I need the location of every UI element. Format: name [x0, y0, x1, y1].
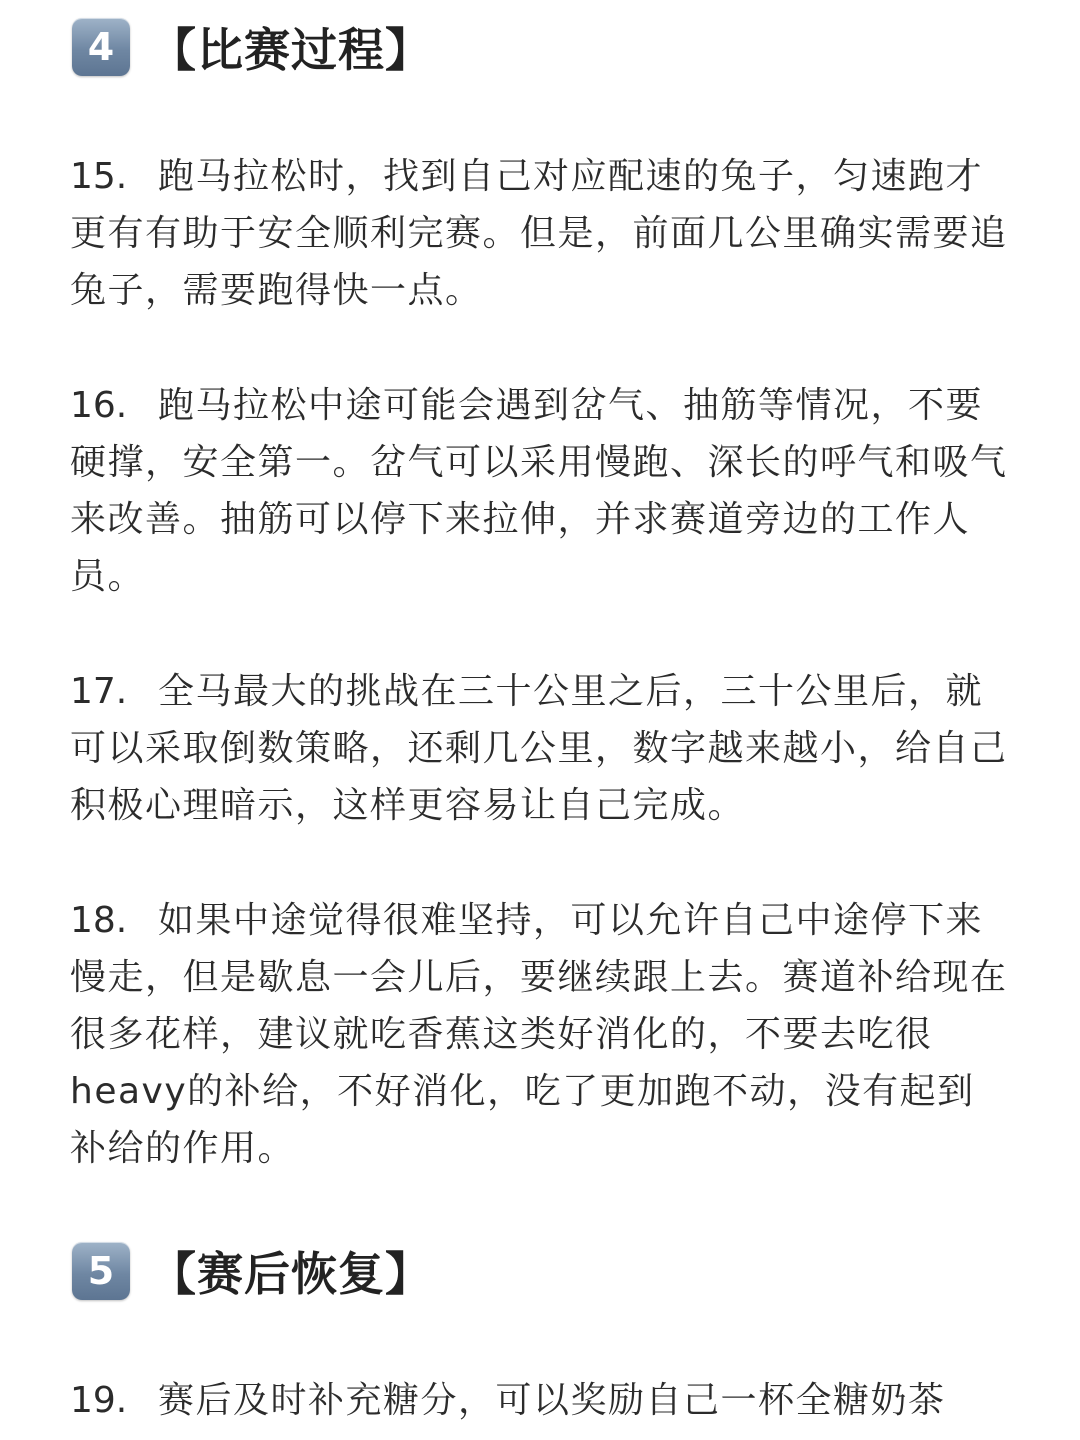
item-number: 18.	[70, 900, 128, 941]
item-number: 17.	[70, 671, 128, 712]
item-text: 全马最大的挑战在三十公里之后，三十公里后，就可以采取倒数策略，还剩几公里，数字越来越小，给自己积极心理暗示，这样更容易让自己完成。	[70, 671, 1008, 826]
section-title: 【赛后恢复】	[150, 1247, 432, 1301]
section-heading-race-process	[72, 16, 432, 78]
list-item-19	[70, 1372, 1010, 1429]
item-number: 16.	[70, 385, 128, 426]
keycap-4-icon: 4	[72, 18, 130, 76]
item-number: 15.	[70, 156, 128, 197]
item-number: 19.	[70, 1380, 128, 1421]
list-item-16	[70, 377, 1010, 605]
list-item-17	[70, 663, 1010, 834]
item-text: 跑马拉松中途可能会遇到岔气、抽筋等情况，不要硬撑，安全第一。岔气可以采用慢跑、深长的呼气和吸气来改善。抽筋可以停下来拉伸，并求赛道旁边的工作人员。	[70, 385, 1008, 597]
list-item-18	[70, 892, 1010, 1177]
list-item-15	[70, 148, 1010, 319]
item-text: 赛后及时补充糖分，可以奖励自己一杯全糖奶茶	[158, 1380, 946, 1421]
section-title: 【比赛过程】	[150, 23, 432, 77]
item-text: 如果中途觉得很难坚持，可以允许自己中途停下来慢走，但是歇息一会儿后，要继续跟上去。赛道补给现在很多花样，建议就吃香蕉这类好消化的，不要去吃很heavy的补给，不好消化，吃了更加跑不动，没有起到补给的作用。	[70, 900, 1008, 1169]
section-heading-post-race-recovery	[72, 1240, 432, 1302]
keycap-5-icon: 5	[72, 1242, 130, 1300]
item-text: 跑马拉松时，找到自己对应配速的兔子，匀速跑才更有有助于安全顺利完赛。但是，前面几公里确实需要追兔子，需要跑得快一点。	[70, 156, 1008, 311]
